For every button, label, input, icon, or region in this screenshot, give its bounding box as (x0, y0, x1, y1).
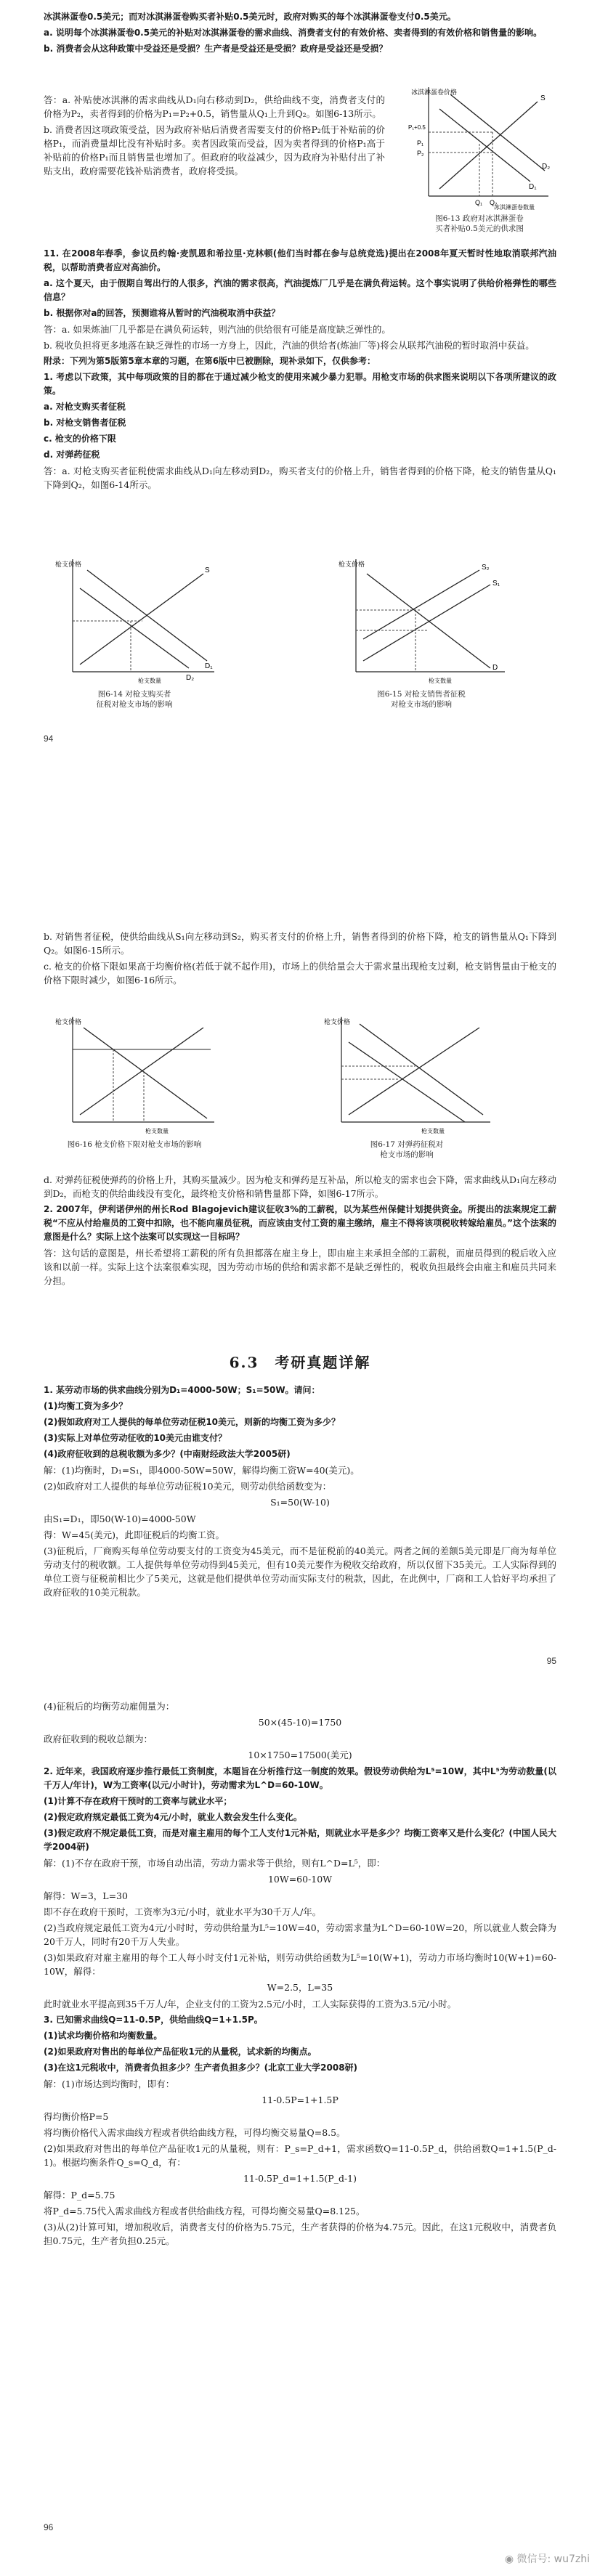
supply-curve (349, 1028, 479, 1115)
page94-text-mid (44, 247, 556, 494)
figure-6-15-caption (334, 689, 508, 710)
solution-3-2c: 将P_d=5.75代入需求曲线方程或者供给曲线方程，可得均衡交易量Q=8.125。 (44, 2206, 365, 2217)
solution-3-1b: 得均衡价格P=5 (44, 2111, 109, 2122)
caption-number: 图6-17 (370, 1140, 395, 1149)
caption-line2: 征税对枪支市场的影响 (96, 700, 173, 709)
figure-6-15-chart (334, 552, 508, 686)
appendix-note: 附录：下列为第5版第5章本章的习题，在第6版中已被删除，现补录如下，仅供参考： (44, 356, 376, 366)
solution-2-3: (3)如果政府对雇主雇用的每个工人每小时支付1元补贴，则劳动供给函数为L⁵=10(W+1)，劳动力市场均衡时10(W+1)=60-10W，解得： (44, 1952, 556, 1977)
solution-4-eq2: 10×1750=17500(美元) (248, 1750, 352, 1760)
answer-guns-b: b. 对销售者征税，使供给曲线从S₁向左移动到S₂，购买者支付的价格上升，销售者得到的价格下降，枪支的销售量从Q₁下降到Q₂。如图6-15所示。 (44, 931, 556, 956)
figure-6-17-chart (320, 1009, 494, 1137)
solution-1: 解：(1)均衡时，D₁=S₁，即4000-50W=50W，解得均衡工资W=40(美元)。 (44, 1465, 360, 1476)
question-b: b. 消费者会从这种政策中受益还是受损？生产者是受益还是受损？政府是受益还是受损？ (44, 44, 388, 54)
label-q2: Q₂ (490, 199, 498, 206)
caption-line1: 枪支价格下限对枪支市场的影响 (94, 1140, 202, 1149)
label-d: D (492, 664, 498, 672)
solution-3-2-eq: 11-0.5P_d=1+1.5(P_d-1) (243, 2173, 357, 2184)
axis-y-label: 枪支价格 (55, 561, 82, 568)
solution-2-1-eq: 10W=60-10W (267, 1874, 333, 1885)
answer-11b: b. 税收负担将更多地落在缺乏弹性的市场一方身上，因此，汽油的供给者(炼油厂等)将会从联邦汽油税的暂时取消中获益。 (44, 340, 535, 351)
caption-line1: 对枪支销售者征税 (404, 690, 466, 699)
answer-11a: 答：a. 如果炼油厂几乎都是在满负荷运转，则汽油的供给很有可能是高度缺乏弹性的。 (44, 324, 391, 335)
question-guns-a: a. 对枪支购买者征税 (44, 402, 126, 412)
page96-text (44, 1699, 556, 2250)
exam-1-2: (2)假如政府对工人提供的每单位劳动征税10美元，则新的均衡工资为多少？ (44, 1417, 341, 1427)
label-s1: S₁ (492, 580, 500, 588)
solution-2-eq: S₁=50(W-10) (270, 1497, 330, 1508)
answer-block-icecream (44, 93, 385, 180)
exam-1-4: (4)政府征收到的总税收额为多少？(中南财经政法大学2005研) (44, 1449, 291, 1459)
solution-2b: 由S₁=D₁，即50(W-10)=4000-50W (44, 1513, 196, 1524)
solution-3-2: (2)如果政府对售出的每单位产品征收1元的从量税，则有：P_s=P_d+1，需求函数Q=11-0.5P_d，供给函数Q=1+1.5(P_d-1)。根据均衡条件Q_s=Q_d，有： (44, 2143, 556, 2168)
supply-curve (80, 574, 203, 665)
solution-3-1c: 将均衡价格代入需求曲线方程或者供给曲线方程，可得均衡交易量Q=8.5。 (44, 2127, 346, 2138)
caption-number: 图6-13 (435, 214, 461, 223)
exam-3-2: (2)如果政府对售出的每单位产品征收1元的从量税，试求新的均衡点。 (44, 2047, 317, 2057)
supply-curve-s2 (363, 570, 479, 639)
figure-6-13 (407, 80, 552, 240)
question-intro: 冰淇淋蛋卷0.5美元；而对冰淇淋蛋卷购买者补贴0.5美元时，政府对购买的每个冰淇淋蛋卷支付0.5美元。 (44, 12, 456, 22)
solution-2-1b: 解得：W=3，L=30 (44, 1890, 128, 1901)
answer-guns-d: d. 对弹药征税使弹药的价格上升，其购买量减少。因为枪支和弹药是互补品，所以枪支的需求也会下降，需求曲线从D₁向左移动到D₂，而枪支的供给曲线没有变化，最终枪支价格和销售量都下降，如图6-17所示。 (44, 1174, 556, 1199)
axis-y-label: 枪支价格 (324, 1018, 351, 1025)
solution-4-eq: 50×(45-10)=1750 (258, 1717, 342, 1728)
figure-6-15 (334, 552, 508, 719)
question-11b: b. 根据你对a的回答，预测谁将从暂时的汽油税取消中获益？ (44, 308, 280, 318)
label-d2: D₂ (542, 163, 551, 171)
page-95 (0, 915, 600, 1678)
caption-number: 图6-16 (67, 1140, 92, 1149)
demand-curve-d2 (80, 588, 189, 668)
solution-4b: 政府征收到的税收总额为： (44, 1734, 153, 1744)
question-guns-c: c. 枪支的价格下限 (44, 434, 116, 444)
answer-b: b. 消费者因这项政策受益，因为政府补贴后消费者需要支付的价格P₂低于补贴前的价格P₁，而消费量却比没有补贴时多。卖者因政策而受益，因为卖者得到的价格P₁高于补贴前的价格P₁而且销售量也增加了。但政府的收益减少，因为政府为补贴付出了补贴支出，政府需要花钱补贴消费者，政府将受损。 (44, 124, 385, 176)
solution-3-2b: 解得：P_d=5.75 (44, 2190, 115, 2201)
figure-6-14-chart (51, 552, 218, 686)
wechat-watermark (505, 2551, 590, 2566)
figure-6-14-caption (51, 689, 218, 710)
page-96 (0, 1685, 600, 2576)
demand-curve (367, 574, 490, 668)
answer-2: 答：这句话的意图是，州长希望将工薪税的所有负担都落在雇主身上，即由雇主来承担全部的工薪税，而雇员得到的税后收入应该和以前一样。实际上这个法案很难实现，因为劳动市场的供给和需求都不是缺乏弹性的，税收负担最终会由雇主和雇员共同来分担。 (44, 1248, 556, 1286)
label-d2: D₂ (186, 674, 195, 682)
section-title: 6.3 考研真题详解 (229, 1354, 371, 1371)
axis-x-label: 枪支数量 (421, 1128, 445, 1134)
exam-1-3: (3)实际上对单位劳动征收的10美元由谁支付？ (44, 1433, 227, 1443)
page95-text-mid (44, 1173, 556, 1290)
solution-2: (2)如政府对工人提供的每单位劳动征税10美元，则劳动供给函数变为： (44, 1481, 332, 1492)
axis-x-label: 冰淇淋蛋卷数量 (494, 204, 535, 211)
figure-6-13-caption (407, 214, 552, 234)
solution-3: (3)征税后，厂商购买每单位劳动要支付的工资变为45美元，而不是征税前的40美元。两者之间的差额5美元即是厂商为每单位劳动支付的税收额。工人提供每单位劳动得到45美元，但有10美元要作为税收交给政府，所以仅留下35美元。工人实际得到的单位工资与征税前相比少了5美元，这就是他们提供单位劳动而实际支付的税款，因此，在此例中，厂商和工人恰好平均承担了政府征收的10美元税款。 (44, 1545, 556, 1598)
exam-3-3: (3)在这1元税收中，消费者负担多少？生产者负担多少？(北京工业大学2008研) (44, 2063, 358, 2073)
solution-2c: 得：W=45(美元)，此即征税后的均衡工资。 (44, 1529, 224, 1540)
label-p1: P₁ (417, 139, 424, 147)
solution-2-3b: 此时就业水平提高到35千万人/年，企业支付的工资为2.5元/小时，工人实际获得的工资为3.5元/小时。 (44, 1999, 457, 2010)
label-q1: Q₁ (475, 199, 483, 206)
question-11a: a. 这个夏天，由于假期自驾出行的人很多，汽油的需求很高，汽油提炼厂几乎是在满负荷运转。这个事实说明了供给价格弹性的哪些信息？ (44, 278, 556, 302)
label-d1: D₁ (529, 183, 537, 191)
solution-2-3-eq: W=2.5，L=35 (267, 1982, 333, 1993)
caption-line1: 政府对冰淇淋蛋卷 (462, 214, 524, 223)
question-guns-d: d. 对弹药征税 (44, 450, 100, 460)
page-94 (0, 0, 600, 908)
caption-line1: 对弹药征税对 (397, 1140, 444, 1149)
axis-x-label: 枪支数量 (138, 678, 161, 684)
label-d1: D₁ (205, 662, 213, 670)
label-s: S (205, 566, 210, 574)
axis-x-label: 枪支数量 (429, 678, 452, 684)
question-2: 2. 2007年，伊利诺伊州的州长Rod Blagojevich建议征收3%的工薪税，以为某些州保健计划提供资金。所提出的法案规定工薪税“不应从付给雇员的工资中扣除，也不能向雇员征税，而应该由支付工资的雇主缴纳，雇主不得将该项税收转嫁给雇员。”这个法案的意图是什么？实际上这个法案可以实现这一目标吗？ (44, 1204, 556, 1242)
axis-x-label: 枪支数量 (145, 1128, 169, 1134)
exam-3-1: (1)试求均衡价格和均衡数量。 (44, 2031, 163, 2041)
exam-2-2: (2)假定政府规定最低工资为4元/小时，就业人数会发生什么变化。 (44, 1812, 303, 1822)
caption-line2: 对枪支市场的影响 (391, 700, 452, 709)
figure-6-16-chart (51, 1009, 218, 1137)
solution-2-1c: 即不存在政府干预时，工资率为3元/小时，就业水平为30千万人/年。 (44, 1906, 322, 1917)
exam-1: 1. 某劳动市场的供求曲线分别为D₁=4000-50W；S₁=50W。请问： (44, 1385, 320, 1395)
label-p0: P₁+0.5 (408, 124, 426, 131)
caption-number: 图6-15 (377, 690, 402, 699)
axis-y-label: 枪支价格 (338, 561, 365, 568)
page-number: 94 (44, 734, 54, 744)
figure-6-16-caption (51, 1139, 218, 1150)
solution-3-1-eq: 11-0.5P=1+1.5P (262, 2094, 338, 2105)
question-a: a. 说明每个冰淇淋蛋卷0.5美元的补贴对冰淇淋蛋卷的需求曲线、消费者支付的有效价格、卖者得到的有效价格和销售量的影响。 (44, 28, 543, 38)
question-guns-b: b. 对枪支销售者征税 (44, 418, 126, 428)
solution-4: (4)征税后的均衡劳动雇佣量为： (44, 1701, 175, 1712)
exam-3: 3. 已知需求曲线Q=11-0.5P，供给曲线Q=1+1.5P。 (44, 2015, 263, 2025)
exam-1-1: (1)均衡工资为多少？ (44, 1401, 128, 1411)
axis-y-label: 枪支价格 (55, 1018, 82, 1025)
solution-3-1: 解：(1)市场达到均衡时，即有： (44, 2079, 175, 2089)
caption-line2: 枪支市场的影响 (380, 1150, 434, 1159)
caption-number: 图6-14 (97, 690, 123, 699)
solution-3-3: (3)从(2)计算可知，增加税收后，消费者支付的价格为5.75元，生产者获得的价格为4.75元。因此，在这1元税收中，消费者负担0.75元，生产者负担0.25元。 (44, 2222, 556, 2246)
axis-y-label: 冰淇淋蛋卷价格 (411, 89, 458, 96)
page95-text-top (44, 930, 556, 989)
figure-6-14 (51, 552, 218, 719)
exam-2-1: (1)计算不存在政府干预时的工资率与就业水平； (44, 1796, 232, 1806)
page95-exam-1 (44, 1384, 556, 1601)
question-guns: 1. 考虑以下政策，其中每项政策的目的都在于通过减少枪支的使用来减少暴力犯罪。用枪支市场的供求图来说明以下各项所建议的政策。 (44, 372, 556, 396)
figure-6-16 (51, 1009, 218, 1162)
page94-text-top (44, 10, 556, 58)
figure-6-13-chart (407, 80, 552, 211)
answer-guns-a: 答：a. 对枪支购买者征税使需求曲线从D₁向左移动到D₂，购买者支付的价格上升，销售者得到的价格下降，枪支的销售量从Q₁下降到Q₂，如图6-14所示。 (44, 466, 556, 490)
question-11: 11. 在2008年春季，参议员约翰·麦凯恩和希拉里·克林顿(他们当时都在参与总统竞选)提出在2008年夏天暂时性地取消联邦汽油税，以帮助消费者应对高油价。 (44, 248, 556, 272)
caption-line1: 对枪支购买者 (125, 690, 171, 699)
label-p2: P₂ (417, 150, 424, 157)
answer-a: 答：a. 补贴使冰淇淋的需求曲线从D₁向右移动到D₂，供给曲线不变，消费者支付的价格为P₂，卖者得到的价格为P₁=P₂+0.5，销售量从Q₁上升到Q₂。如图6-13所示。 (44, 94, 385, 119)
label-s: S (540, 94, 546, 102)
figure-6-17-caption (320, 1139, 494, 1160)
wechat-icon: ◉ (504, 2553, 517, 2565)
page-number: 96 (44, 2522, 54, 2532)
label-s2: S₂ (482, 564, 490, 572)
supply-curve-s1 (363, 585, 490, 661)
caption-line2: 买者补贴0.5美元的供求图 (435, 224, 524, 233)
exam-2-3: (3)假定政府不规定最低工资，而是对雇主雇用的每个工人支付1元补贴，则就业水平是多少？均衡工资率又是什么变化？(中国人民大学2004研) (44, 1828, 556, 1852)
demand-curve (84, 1028, 207, 1118)
solution-2-1: 解：(1)不存在政府干预，市场自动出清，劳动力需求等于供给，则有L^D=L⁵，即： (44, 1858, 386, 1869)
solution-2-2: (2)当政府规定最低工资为4元/小时时，劳动供给量为L⁵=10W=40，劳动需求量为L^D=60-10W=20，所以就业人数会降为20千万人，同时有20千万人失业。 (44, 1922, 556, 1947)
exam-2: 2. 近年来，我国政府逐步推行最低工资制度，本题旨在分析推行这一制度的效果。假设劳动供给为L⁵=10W，其中L⁵为劳动数量(以千万人/年计)，W为工资率(以元/小时计)，劳动需求为L^D=60-10W。 (44, 1766, 556, 1790)
figure-6-17 (320, 1009, 494, 1162)
answer-guns-c: c. 枪支的价格下限如果高于均衡价格(若低于就不起作用)，市场上的供给量会大于需求量出现枪支过剩，枪支销售量由于枪支的价格下限时减少，如图6-16所示。 (44, 961, 556, 986)
page-number: 95 (546, 1656, 556, 1666)
watermark-text: 微信号: wu7zhi (516, 2553, 590, 2565)
demand-curve-d2 (349, 1042, 465, 1122)
demand-curve-d2 (450, 94, 545, 171)
